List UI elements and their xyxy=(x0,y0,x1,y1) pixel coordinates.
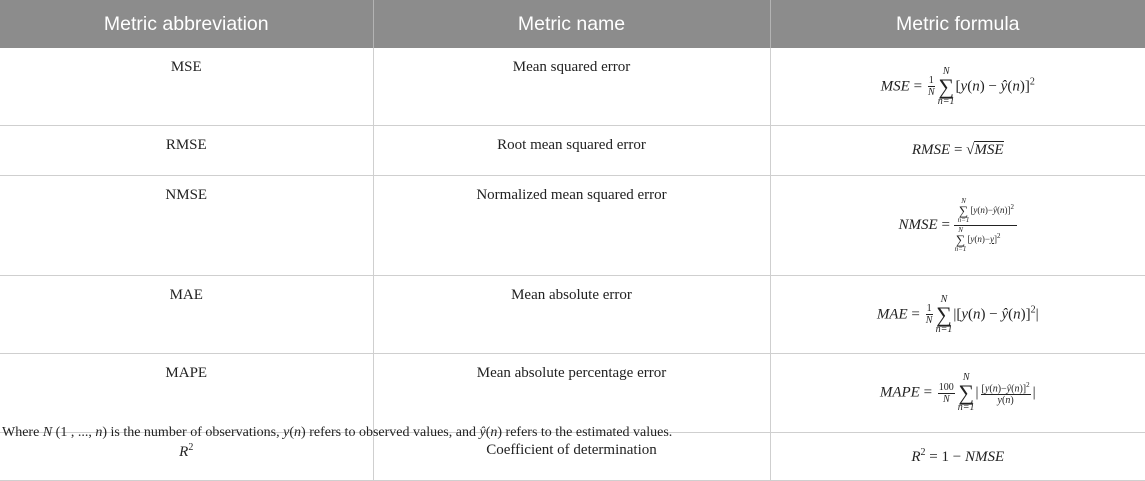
formula-rmse: RMSE = √MSE xyxy=(770,126,1145,176)
cell-name: Coefficient of determination xyxy=(373,433,770,481)
table-row xyxy=(0,354,1145,433)
cell-name: Root mean squared error xyxy=(373,126,770,176)
cell-abbreviation: $R^2$ xyxy=(0,433,373,481)
table-row xyxy=(0,176,1145,276)
table-caption: Where N (1 , ..., n) is the number of observations, y(n) refers to observed values, and ŷ(n) refers to the estimated values. xyxy=(2,425,673,440)
formula-r2: $R^2 = 1$ − NMSE xyxy=(770,433,1145,481)
header-abbreviation: Metric abbreviation xyxy=(0,0,373,48)
table-row xyxy=(0,48,1145,126)
cell-abbreviation: NMSE xyxy=(0,176,373,276)
header-name: Metric name xyxy=(373,0,770,48)
table-row xyxy=(0,126,1145,176)
cell-name: Mean squared error xyxy=(373,48,770,126)
cell-name: Mean absolute error xyxy=(373,276,770,354)
header-row xyxy=(0,0,1145,48)
formula-mape: MAPE = $\frac{100}{N}$ N ∑ n=1 | $\frac{[y(n)-ŷ(n)]^2}{y(n)}$ | xyxy=(770,354,1145,433)
header-formula: Metric formula xyxy=(770,0,1145,48)
formula-mae: MAE = $\frac{1}{N}$ N ∑ n=1 |[y(n) − ŷ(n)]$^2$| xyxy=(770,276,1145,354)
cell-abbreviation: MAPE xyxy=(0,354,373,433)
table-row xyxy=(0,276,1145,354)
formula-nmse: NMSE = N ∑ n=1 [y(n)−ŷ(n)]$^2$ N ∑ n=1 $[y(n)-y]^2$ xyxy=(770,176,1145,276)
cell-name: Mean absolute percentage error xyxy=(373,354,770,433)
cell-abbreviation: RMSE xyxy=(0,126,373,176)
cell-abbreviation: MSE xyxy=(0,48,373,126)
formula-mse: MSE = $\frac{1}{N}$ N ∑ n=1 [y(n) − ŷ(n)]$^2$ xyxy=(770,48,1145,126)
cell-name: Normalized mean squared error xyxy=(373,176,770,276)
cell-abbreviation: MAE xyxy=(0,276,373,354)
